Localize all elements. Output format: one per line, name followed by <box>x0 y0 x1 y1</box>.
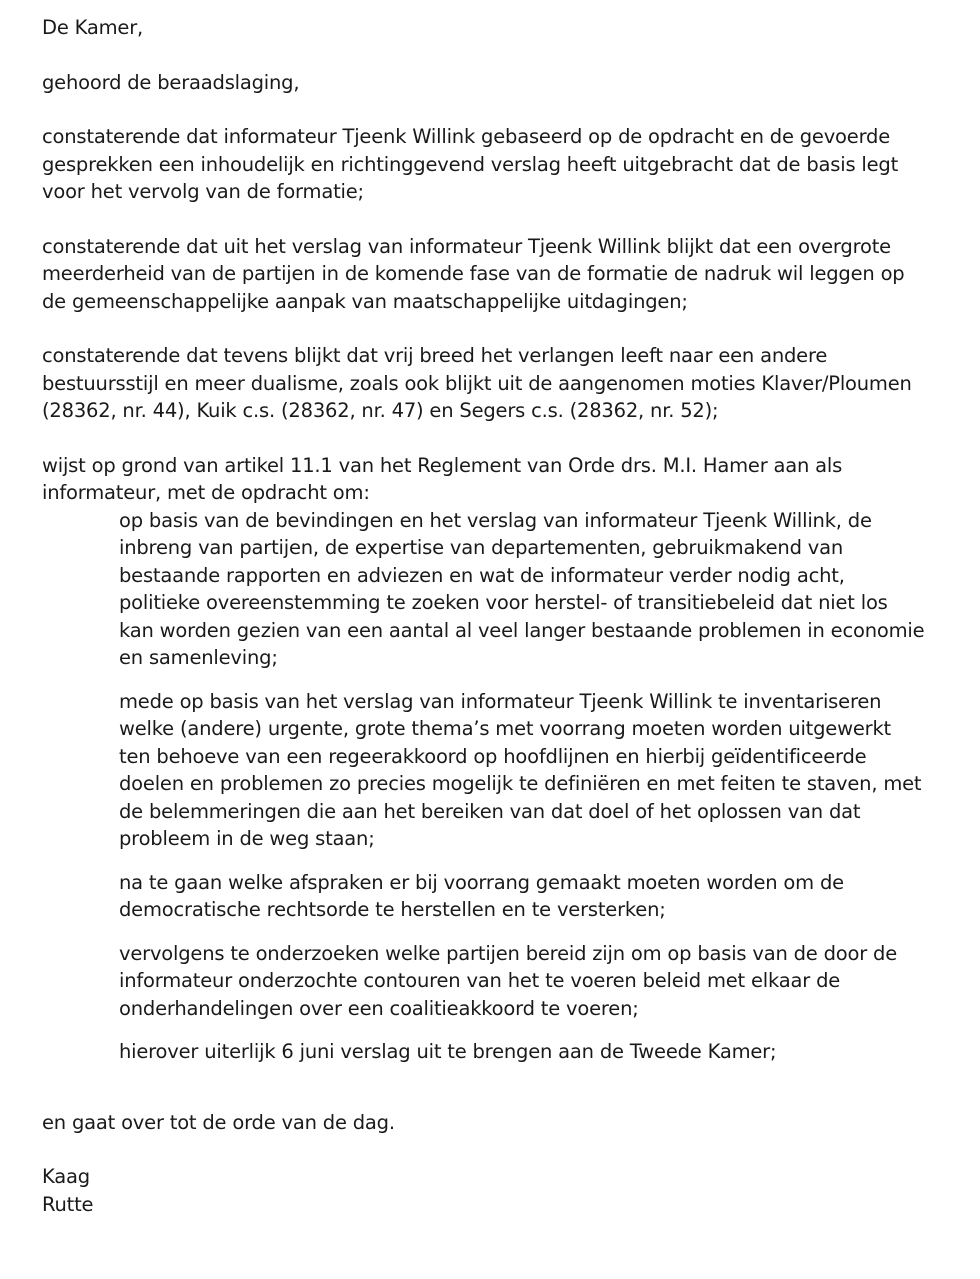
opening-line: De Kamer, <box>42 16 144 39</box>
consideration-3: constaterende dat tevens blijkt dat vrij breed het verlangen leeft naar een andere bestuursstijl en meer dualisme, zoals ook blijkt uit de aangenomen moties Klaver/Ploumen (28362, nr. 44), Kuik c.s. (28362, nr. 47) en Segers c.s. (28362, nr. 52); <box>42 344 912 422</box>
heard-line: gehoord de beraadslaging, <box>42 70 300 94</box>
closing-line: en gaat over tot de orde van de dag. <box>42 1110 395 1134</box>
consideration-2: constaterende dat uit het verslag van informateur Tjeenk Willink blijkt dat een overgrote meerderheid van de partijen in de komende fase van de formatie de nadruk wil leggen op de gemeenschappelijke aanpak van maatschappelijke uitdagingen; <box>42 234 905 313</box>
assignment-item-2: mede op basis van het verslag van informateur Tjeenk Willink te inventariseren welke (andere) urgente, grote thema’s met voorrang moeten worden uitgewerkt ten behoeve van een regeerakkoord op hoofdlijnen en hierbij geïdentificeerde doelen en problemen zo precies mogelijk te definiëren en met feiten te staven, met de belemmeringen die aan het bereiken van dat doel of het oplossen van dat probleem in de weg staan; <box>119 689 922 850</box>
signatories <box>42 1163 942 1218</box>
signatory-rutte: Rutte <box>42 1192 94 1216</box>
motion-document <box>42 14 942 1218</box>
assignment-item-1: op basis van de bevindingen en het verslag van informateur Tjeenk Willink, de inbreng van partijen, de expertise van departementen, gebruikmakend van bestaande rapporten en adviezen en wat de informateur verder nodig acht, politieke overeenstemming te zoeken voor herstel- of transitiebeleid dat niet los kan worden gezien van een aantal al veel langer bestaande problemen in economie en samenleving; <box>119 508 925 669</box>
consideration-1: constaterende dat informateur Tjeenk Willink gebaseerd op de opdracht en de gevoerde gesprekken een inhoudelijk en richtinggevend verslag heeft uitgebracht dat de basis legt voor het vervolg van de formatie; <box>42 125 899 203</box>
decision-intro: wijst op grond van artikel 11.1 van het Reglement van Orde drs. M.I. Hamer aan als informateur, met de opdracht om: <box>42 453 843 504</box>
assignment-item-4: vervolgens te onderzoeken welke partijen bereid zijn om op basis van de door de informateur onderzochte contouren van het te voeren beleid met elkaar de onderhandelingen over een coalitieakkoord te voeren; <box>119 941 898 1020</box>
assignment-item-5: hierover uiterlijk 6 juni verslag uit te brengen aan de Tweede Kamer; <box>119 1040 777 1063</box>
signatory-kaag: Kaag <box>42 1165 90 1188</box>
assignment-list <box>119 507 942 1066</box>
assignment-item-3: na te gaan welke afspraken er bij voorrang gemaakt moeten worden om de democratische rechtsorde te herstellen en te versterken; <box>119 870 844 921</box>
